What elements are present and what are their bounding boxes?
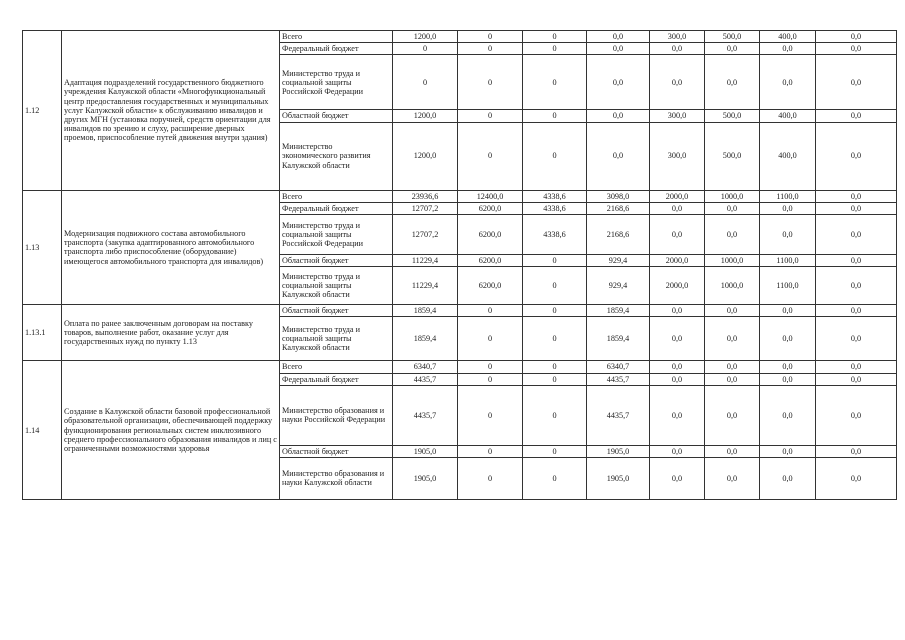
- item-description: Создание в Калужской области базовой профессиональной образовательной организации, обеспечивающей поддержку функционирования региональных систем инклюзивного среднего профессионального образования инвалидов и лиц с ограниченными возможностями здоровья: [62, 361, 280, 500]
- value-cell: 4338,6: [523, 214, 587, 254]
- value-cell: 11229,4: [393, 254, 458, 266]
- value-cell: 23936,6: [393, 190, 458, 202]
- value-cell: 0,0: [587, 110, 650, 122]
- value-cell: 0,0: [705, 202, 760, 214]
- value-cell: 0,0: [650, 317, 705, 361]
- value-cell: 0: [458, 122, 523, 190]
- value-cell: 0: [523, 385, 587, 445]
- table-row: [23, 361, 897, 373]
- item-number: 1.13.1: [23, 305, 62, 361]
- value-cell: 0,0: [816, 202, 897, 214]
- value-cell: 1000,0: [705, 254, 760, 266]
- value-cell: 0,0: [816, 110, 897, 122]
- value-cell: 4338,6: [523, 202, 587, 214]
- value-cell: 1000,0: [705, 267, 760, 305]
- table-row: [23, 305, 897, 317]
- value-cell: 1905,0: [587, 445, 650, 457]
- value-cell: 1859,4: [587, 317, 650, 361]
- item-number: 1.13: [23, 190, 62, 305]
- value-cell: 1859,4: [587, 305, 650, 317]
- value-cell: 0,0: [760, 457, 816, 499]
- value-cell: 2000,0: [650, 190, 705, 202]
- value-cell: 0: [523, 445, 587, 457]
- value-cell: 0,0: [705, 55, 760, 110]
- value-cell: 0,0: [760, 214, 816, 254]
- value-cell: 0,0: [816, 317, 897, 361]
- value-cell: 1905,0: [587, 457, 650, 499]
- value-cell: 0,0: [587, 43, 650, 55]
- value-cell: 6340,7: [393, 361, 458, 373]
- value-cell: 0: [523, 43, 587, 55]
- budget-table: [22, 30, 897, 500]
- value-cell: 0,0: [816, 190, 897, 202]
- value-cell: 929,4: [587, 267, 650, 305]
- funding-source: Министерство образования и науки Калужской области: [280, 457, 393, 499]
- funding-source: Министерство экономического развития Калужской области: [280, 122, 393, 190]
- value-cell: 6200,0: [458, 254, 523, 266]
- value-cell: 1100,0: [760, 190, 816, 202]
- item-number: 1.14: [23, 361, 62, 500]
- value-cell: 0: [458, 385, 523, 445]
- value-cell: 0,0: [760, 373, 816, 385]
- value-cell: 0,0: [816, 361, 897, 373]
- value-cell: 400,0: [760, 110, 816, 122]
- value-cell: 0,0: [760, 361, 816, 373]
- funding-source: Всего: [280, 31, 393, 43]
- value-cell: 0,0: [816, 122, 897, 190]
- table-row: [23, 31, 897, 43]
- funding-source: Федеральный бюджет: [280, 373, 393, 385]
- value-cell: 0: [523, 361, 587, 373]
- value-cell: 12707,2: [393, 202, 458, 214]
- value-cell: 0: [458, 55, 523, 110]
- value-cell: 0: [523, 373, 587, 385]
- value-cell: 6200,0: [458, 202, 523, 214]
- funding-source: Федеральный бюджет: [280, 202, 393, 214]
- value-cell: 6200,0: [458, 267, 523, 305]
- value-cell: 0,0: [816, 43, 897, 55]
- value-cell: 0: [458, 373, 523, 385]
- value-cell: 12400,0: [458, 190, 523, 202]
- value-cell: 0: [458, 317, 523, 361]
- value-cell: 0: [523, 305, 587, 317]
- value-cell: 0,0: [650, 457, 705, 499]
- value-cell: 0,0: [587, 31, 650, 43]
- value-cell: 1200,0: [393, 122, 458, 190]
- value-cell: 0,0: [760, 305, 816, 317]
- value-cell: 0,0: [816, 267, 897, 305]
- value-cell: 300,0: [650, 122, 705, 190]
- value-cell: 500,0: [705, 122, 760, 190]
- value-cell: 0,0: [587, 55, 650, 110]
- item-description: Модернизация подвижного состава автомобильного транспорта (закупка адаптированного автомобильного транспорта либо приспособление (оборудование) имеющегося автомобильного транспорта для инвалидов): [62, 190, 280, 305]
- value-cell: 0: [458, 457, 523, 499]
- value-cell: 0,0: [816, 31, 897, 43]
- table-row: [23, 190, 897, 202]
- value-cell: 0,0: [705, 361, 760, 373]
- value-cell: 1905,0: [393, 445, 458, 457]
- funding-source: Областной бюджет: [280, 254, 393, 266]
- value-cell: 1200,0: [393, 110, 458, 122]
- value-cell: 0,0: [816, 385, 897, 445]
- funding-source: Министерство труда и социальной защиты Калужской области: [280, 317, 393, 361]
- value-cell: 0,0: [760, 445, 816, 457]
- value-cell: 0,0: [760, 43, 816, 55]
- value-cell: 0: [523, 31, 587, 43]
- value-cell: 4435,7: [587, 373, 650, 385]
- item-number: 1.12: [23, 31, 62, 191]
- funding-source: Областной бюджет: [280, 110, 393, 122]
- value-cell: 0,0: [705, 43, 760, 55]
- value-cell: 400,0: [760, 122, 816, 190]
- funding-source: Министерство образования и науки Российской Федерации: [280, 385, 393, 445]
- value-cell: 0,0: [705, 457, 760, 499]
- value-cell: 0: [393, 55, 458, 110]
- value-cell: 0,0: [760, 317, 816, 361]
- value-cell: 500,0: [705, 110, 760, 122]
- value-cell: 0: [458, 361, 523, 373]
- funding-source: Всего: [280, 361, 393, 373]
- value-cell: 0,0: [587, 122, 650, 190]
- value-cell: 4435,7: [393, 373, 458, 385]
- value-cell: 0: [523, 457, 587, 499]
- value-cell: 2168,6: [587, 202, 650, 214]
- item-description: Оплата по ранее заключенным договорам на поставку товаров, выполнение работ, оказание услуг для государственных нужд по пункту 1.13: [62, 305, 280, 361]
- value-cell: 4338,6: [523, 190, 587, 202]
- value-cell: 4435,7: [393, 385, 458, 445]
- value-cell: 2168,6: [587, 214, 650, 254]
- value-cell: 0: [523, 317, 587, 361]
- value-cell: 0: [458, 43, 523, 55]
- value-cell: 0,0: [650, 373, 705, 385]
- value-cell: 0: [458, 305, 523, 317]
- value-cell: 300,0: [650, 31, 705, 43]
- funding-source: Всего: [280, 190, 393, 202]
- value-cell: 0: [458, 445, 523, 457]
- value-cell: 0,0: [705, 385, 760, 445]
- item-description: Адаптация подразделений государственного бюджетного учреждения Калужской области «Многофункциональный центр предоставления государственных и муниципальных услуг Калужской области» к обслуживанию инвалидов и других МГН (установка поручней, средств ориентации для инвалидов по зрению и слуху, расширение дверных проемов, приспособление путей движения внутри здания): [62, 31, 280, 191]
- value-cell: 0,0: [816, 254, 897, 266]
- value-cell: 0,0: [705, 214, 760, 254]
- value-cell: 0,0: [705, 317, 760, 361]
- value-cell: 0,0: [816, 55, 897, 110]
- value-cell: 0,0: [760, 55, 816, 110]
- funding-source: Министерство труда и социальной защиты Российской Федерации: [280, 214, 393, 254]
- value-cell: 0: [393, 43, 458, 55]
- value-cell: 1100,0: [760, 267, 816, 305]
- value-cell: 400,0: [760, 31, 816, 43]
- value-cell: 0: [523, 122, 587, 190]
- value-cell: 6340,7: [587, 361, 650, 373]
- value-cell: 0,0: [816, 305, 897, 317]
- value-cell: 0,0: [650, 214, 705, 254]
- value-cell: 0,0: [705, 445, 760, 457]
- value-cell: 11229,4: [393, 267, 458, 305]
- value-cell: 4435,7: [587, 385, 650, 445]
- value-cell: 0,0: [705, 305, 760, 317]
- value-cell: 0,0: [760, 202, 816, 214]
- funding-source: Областной бюджет: [280, 445, 393, 457]
- value-cell: 0,0: [650, 445, 705, 457]
- value-cell: 1905,0: [393, 457, 458, 499]
- value-cell: 0,0: [650, 305, 705, 317]
- value-cell: 0: [458, 110, 523, 122]
- value-cell: 0: [523, 267, 587, 305]
- value-cell: 500,0: [705, 31, 760, 43]
- value-cell: 0,0: [760, 385, 816, 445]
- value-cell: 1200,0: [393, 31, 458, 43]
- value-cell: 0: [523, 254, 587, 266]
- value-cell: 0,0: [705, 373, 760, 385]
- value-cell: 0,0: [650, 55, 705, 110]
- funding-source: Министерство труда и социальной защиты Российской Федерации: [280, 55, 393, 110]
- funding-source: Федеральный бюджет: [280, 43, 393, 55]
- value-cell: 1859,4: [393, 305, 458, 317]
- value-cell: 1859,4: [393, 317, 458, 361]
- value-cell: 0: [523, 55, 587, 110]
- value-cell: 1000,0: [705, 190, 760, 202]
- value-cell: 300,0: [650, 110, 705, 122]
- value-cell: 0: [458, 31, 523, 43]
- value-cell: 6200,0: [458, 214, 523, 254]
- value-cell: 0,0: [650, 361, 705, 373]
- value-cell: 0,0: [816, 214, 897, 254]
- value-cell: 1100,0: [760, 254, 816, 266]
- value-cell: 0,0: [816, 373, 897, 385]
- value-cell: 929,4: [587, 254, 650, 266]
- value-cell: 0,0: [816, 457, 897, 499]
- value-cell: 0,0: [816, 445, 897, 457]
- value-cell: 12707,2: [393, 214, 458, 254]
- value-cell: 0,0: [650, 385, 705, 445]
- value-cell: 2000,0: [650, 267, 705, 305]
- value-cell: 0,0: [650, 202, 705, 214]
- value-cell: 3098,0: [587, 190, 650, 202]
- funding-source: Министерство труда и социальной защиты Калужской области: [280, 267, 393, 305]
- funding-source: Областной бюджет: [280, 305, 393, 317]
- value-cell: 2000,0: [650, 254, 705, 266]
- value-cell: 0: [523, 110, 587, 122]
- value-cell: 0,0: [650, 43, 705, 55]
